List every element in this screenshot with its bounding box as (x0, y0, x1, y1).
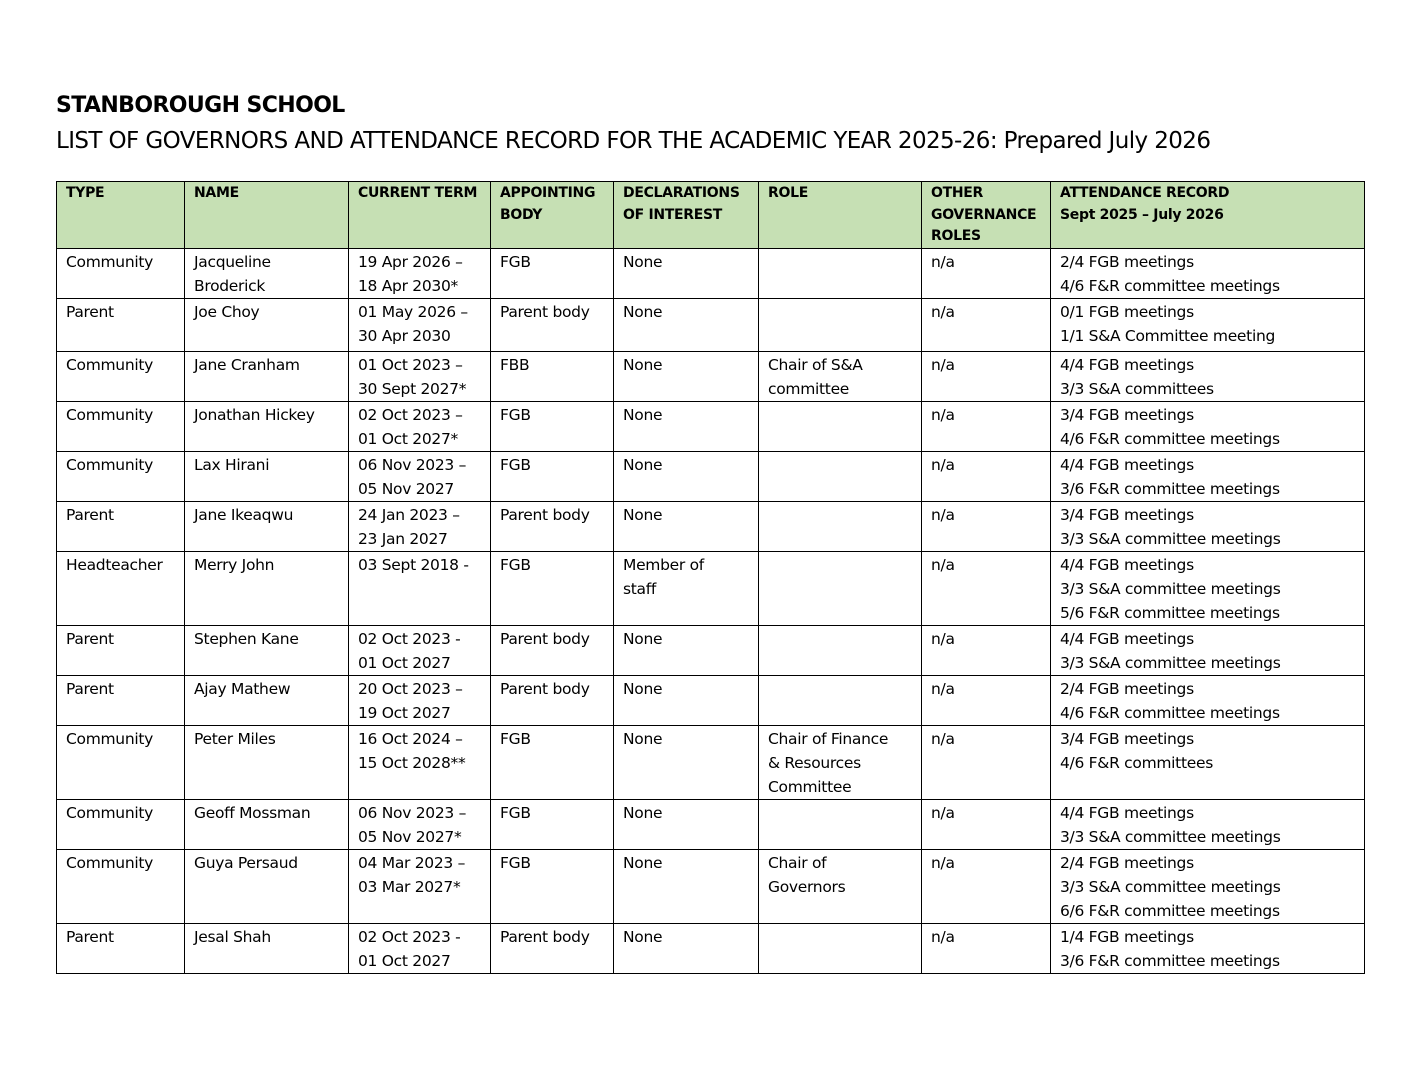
declarations-cell (614, 501, 759, 551)
term-cell (349, 351, 491, 401)
other-roles-cell: n/a (922, 725, 1051, 799)
term-line: 01 Oct 2027* (358, 429, 458, 448)
role-cell (759, 298, 922, 351)
declarations-cell (614, 248, 759, 298)
table-row (57, 451, 1365, 501)
attendance-cell (1051, 351, 1365, 401)
role-cell (759, 501, 922, 551)
name-line: Lax Hirani (194, 455, 270, 474)
table-row (57, 298, 1365, 351)
name-line: Peter Miles (194, 729, 276, 748)
attendance-line: 4/4 FGB meetings (1060, 455, 1194, 474)
attendance-cell (1051, 675, 1365, 725)
other-roles-cell: n/a (922, 351, 1051, 401)
attendance-line: 5/6 F&R committee meetings (1060, 603, 1280, 622)
name-line: Broderick (194, 276, 266, 295)
type-cell: Parent (57, 675, 185, 725)
declarations-line: None (623, 355, 663, 374)
attendance-cell (1051, 248, 1365, 298)
attendance-cell (1051, 501, 1365, 551)
role-line: Committee (768, 777, 852, 796)
attendance-cell (1051, 923, 1365, 973)
header-label: CURRENT TERM (358, 185, 478, 201)
attendance-line: 4/6 F&R committees (1060, 753, 1213, 772)
header-label: APPOINTING (500, 185, 596, 201)
document-subtitle: LIST OF GOVERNORS AND ATTENDANCE RECORD FOR THE ACADEMIC YEAR 2025-26: Prepared July 2026 (56, 128, 1211, 154)
declarations-line: None (623, 405, 663, 424)
table-row (57, 625, 1365, 675)
type-cell: Community (57, 248, 185, 298)
declarations-cell (614, 849, 759, 923)
attendance-line: 4/4 FGB meetings (1060, 629, 1194, 648)
role-cell (759, 799, 922, 849)
name-line: Ajay Mathew (194, 679, 291, 698)
term-cell (349, 799, 491, 849)
name-cell (185, 501, 349, 551)
declarations-cell (614, 551, 759, 625)
header-type (57, 182, 185, 249)
attendance-line: 3/4 FGB meetings (1060, 405, 1194, 424)
header-attendance (1051, 182, 1365, 249)
role-line: committee (768, 379, 850, 398)
declarations-line: None (623, 803, 663, 822)
attendance-cell (1051, 451, 1365, 501)
declarations-line: Member of (623, 555, 704, 574)
term-line: 19 Oct 2027 (358, 703, 451, 722)
name-line: Jonathan Hickey (194, 405, 315, 424)
role-cell (759, 451, 922, 501)
header-label: BODY (500, 206, 543, 223)
attendance-line: 3/3 S&A committee meetings (1060, 579, 1281, 598)
declarations-line: None (623, 252, 663, 271)
table-row (57, 501, 1365, 551)
type-cell: Parent (57, 923, 185, 973)
name-line: Guya Persaud (194, 853, 298, 872)
attendance-line: 0/1 FGB meetings (1060, 302, 1194, 321)
attendance-line: 3/3 S&A committee meetings (1060, 827, 1281, 846)
attendance-line: 4/6 F&R committee meetings (1060, 276, 1280, 295)
term-line: 19 Apr 2026 – (358, 252, 463, 271)
other-roles-cell: n/a (922, 625, 1051, 675)
table-row (57, 351, 1365, 401)
attendance-cell (1051, 725, 1365, 799)
other-roles-cell: n/a (922, 451, 1051, 501)
other-roles-cell: n/a (922, 298, 1051, 351)
appointing-body-cell: Parent body (491, 298, 614, 351)
header-other-roles (922, 182, 1051, 249)
type-cell: Parent (57, 298, 185, 351)
role-cell (759, 551, 922, 625)
term-cell (349, 248, 491, 298)
header-label: ROLE (768, 185, 808, 201)
header-label: Sept 2025 – July 2026 (1060, 206, 1224, 223)
name-cell (185, 675, 349, 725)
header-label: DECLARATIONS (623, 185, 740, 201)
term-line: 01 Oct 2023 – (358, 355, 463, 374)
attendance-line: 4/4 FGB meetings (1060, 555, 1194, 574)
header-label: GOVERNANCE (931, 206, 1037, 223)
attendance-line: 4/6 F&R committee meetings (1060, 703, 1280, 722)
table-row (57, 248, 1365, 298)
term-cell (349, 849, 491, 923)
role-line: & Resources (768, 753, 861, 772)
name-line: Jane Cranham (194, 355, 300, 374)
header-label: ROLES (931, 228, 981, 244)
attendance-line: 2/4 FGB meetings (1060, 679, 1194, 698)
governors-table (56, 181, 1365, 974)
attendance-line: 2/4 FGB meetings (1060, 252, 1194, 271)
document-title: STANBOROUGH SCHOOL (56, 93, 345, 118)
term-line: 24 Jan 2023 – (358, 505, 460, 524)
declarations-line: None (623, 302, 663, 321)
other-roles-cell: n/a (922, 923, 1051, 973)
term-line: 23 Jan 2027 (358, 529, 448, 548)
name-line: Joe Choy (194, 302, 260, 321)
type-cell: Community (57, 401, 185, 451)
table-row (57, 923, 1365, 973)
term-line: 05 Nov 2027 (358, 479, 454, 498)
table-row (57, 401, 1365, 451)
header-label: OF INTEREST (623, 206, 723, 223)
header-current-term (349, 182, 491, 249)
attendance-line: 6/6 F&R committee meetings (1060, 901, 1280, 920)
header-appointing-body (491, 182, 614, 249)
declarations-cell (614, 625, 759, 675)
appointing-body-cell: FGB (491, 401, 614, 451)
declarations-cell (614, 725, 759, 799)
header-label: ATTENDANCE RECORD (1060, 185, 1230, 201)
type-cell: Parent (57, 625, 185, 675)
attendance-cell (1051, 298, 1365, 351)
term-line: 30 Sept 2027* (358, 379, 467, 398)
appointing-body-cell: FBB (491, 351, 614, 401)
appointing-body-cell: Parent body (491, 923, 614, 973)
attendance-line: 4/4 FGB meetings (1060, 355, 1194, 374)
name-line: Merry John (194, 555, 275, 574)
appointing-body-cell: Parent body (491, 675, 614, 725)
header-label: TYPE (66, 185, 105, 201)
appointing-body-cell: Parent body (491, 625, 614, 675)
attendance-cell (1051, 625, 1365, 675)
attendance-line: 4/6 F&R committee meetings (1060, 429, 1280, 448)
declarations-cell (614, 799, 759, 849)
type-cell: Community (57, 799, 185, 849)
appointing-body-cell: Parent body (491, 501, 614, 551)
role-cell (759, 625, 922, 675)
table-row (57, 675, 1365, 725)
table-row (57, 849, 1365, 923)
declarations-cell (614, 401, 759, 451)
name-cell (185, 725, 349, 799)
attendance-line: 3/6 F&R committee meetings (1060, 479, 1280, 498)
header-declarations (614, 182, 759, 249)
name-line: Jesal Shah (194, 927, 271, 946)
attendance-cell (1051, 849, 1365, 923)
attendance-line: 2/4 FGB meetings (1060, 853, 1194, 872)
attendance-line: 3/6 F&R committee meetings (1060, 951, 1280, 970)
appointing-body-cell: FGB (491, 551, 614, 625)
header-name (185, 182, 349, 249)
name-line: Geoff Mossman (194, 803, 311, 822)
table-row (57, 551, 1365, 625)
type-cell: Parent (57, 501, 185, 551)
table-row (57, 799, 1365, 849)
name-line: Stephen Kane (194, 629, 299, 648)
term-line: 03 Sept 2018 - (358, 555, 469, 574)
term-cell (349, 451, 491, 501)
declarations-line: None (623, 679, 663, 698)
name-cell (185, 298, 349, 351)
declarations-cell (614, 351, 759, 401)
name-cell (185, 799, 349, 849)
type-cell: Community (57, 849, 185, 923)
term-cell (349, 501, 491, 551)
term-line: 06 Nov 2023 – (358, 455, 467, 474)
term-line: 02 Oct 2023 - (358, 927, 461, 946)
term-cell (349, 675, 491, 725)
term-cell (349, 298, 491, 351)
role-line: Governors (768, 877, 846, 896)
term-cell (349, 401, 491, 451)
attendance-line: 1/4 FGB meetings (1060, 927, 1194, 946)
declarations-line: None (623, 455, 663, 474)
type-cell: Community (57, 451, 185, 501)
name-cell (185, 849, 349, 923)
header-role (759, 182, 922, 249)
header-label: OTHER (931, 185, 984, 201)
term-line: 20 Oct 2023 – (358, 679, 463, 698)
other-roles-cell: n/a (922, 849, 1051, 923)
declarations-line: None (623, 629, 663, 648)
attendance-line: 1/1 S&A Committee meeting (1060, 326, 1276, 345)
declarations-line: None (623, 853, 663, 872)
role-cell (759, 923, 922, 973)
term-line: 05 Nov 2027* (358, 827, 462, 846)
role-cell (759, 248, 922, 298)
other-roles-cell: n/a (922, 551, 1051, 625)
term-line: 02 Oct 2023 – (358, 405, 463, 424)
role-cell (759, 725, 922, 799)
header-label: NAME (194, 185, 239, 201)
type-cell: Headteacher (57, 551, 185, 625)
role-cell (759, 351, 922, 401)
attendance-line: 4/4 FGB meetings (1060, 803, 1194, 822)
term-line: 30 Apr 2030 (358, 326, 451, 345)
type-cell: Community (57, 351, 185, 401)
role-line: Chair of (768, 853, 827, 872)
declarations-line: staff (623, 579, 657, 598)
term-line: 01 May 2026 – (358, 302, 468, 321)
name-line: Jacqueline (194, 252, 271, 271)
term-line: 06 Nov 2023 – (358, 803, 467, 822)
declarations-cell (614, 298, 759, 351)
term-line: 18 Apr 2030* (358, 276, 458, 295)
name-cell (185, 401, 349, 451)
attendance-cell (1051, 551, 1365, 625)
term-line: 01 Oct 2027 (358, 653, 451, 672)
name-cell (185, 351, 349, 401)
attendance-line: 3/3 S&A committees (1060, 379, 1214, 398)
role-cell (759, 401, 922, 451)
name-cell (185, 923, 349, 973)
declarations-cell (614, 451, 759, 501)
declarations-line: None (623, 729, 663, 748)
appointing-body-cell: FGB (491, 725, 614, 799)
declarations-cell (614, 923, 759, 973)
term-cell (349, 923, 491, 973)
other-roles-cell: n/a (922, 401, 1051, 451)
name-cell (185, 248, 349, 298)
term-line: 02 Oct 2023 - (358, 629, 461, 648)
attendance-line: 3/4 FGB meetings (1060, 505, 1194, 524)
declarations-line: None (623, 505, 663, 524)
other-roles-cell: n/a (922, 501, 1051, 551)
term-cell (349, 725, 491, 799)
term-line: 04 Mar 2023 – (358, 853, 466, 872)
term-line: 01 Oct 2027 (358, 951, 451, 970)
appointing-body-cell: FGB (491, 248, 614, 298)
role-line: Chair of Finance (768, 729, 889, 748)
role-line: Chair of S&A (768, 355, 863, 374)
attendance-line: 3/3 S&A committee meetings (1060, 653, 1281, 672)
name-cell (185, 625, 349, 675)
table-body (57, 248, 1365, 973)
attendance-line: 3/4 FGB meetings (1060, 729, 1194, 748)
table-row (57, 725, 1365, 799)
name-line: Jane Ikeaqwu (194, 505, 294, 524)
appointing-body-cell: FGB (491, 849, 614, 923)
role-cell (759, 675, 922, 725)
term-line: 15 Oct 2028** (358, 753, 466, 772)
attendance-line: 3/3 S&A committee meetings (1060, 529, 1281, 548)
appointing-body-cell: FGB (491, 799, 614, 849)
attendance-cell (1051, 799, 1365, 849)
term-line: 16 Oct 2024 – (358, 729, 463, 748)
attendance-cell (1051, 401, 1365, 451)
table-header-row (57, 182, 1365, 249)
attendance-line: 3/3 S&A committee meetings (1060, 877, 1281, 896)
other-roles-cell: n/a (922, 799, 1051, 849)
term-line: 03 Mar 2027* (358, 877, 461, 896)
term-cell (349, 625, 491, 675)
other-roles-cell: n/a (922, 248, 1051, 298)
declarations-cell (614, 675, 759, 725)
term-cell (349, 551, 491, 625)
other-roles-cell: n/a (922, 675, 1051, 725)
name-cell (185, 551, 349, 625)
declarations-line: None (623, 927, 663, 946)
type-cell: Community (57, 725, 185, 799)
role-cell (759, 849, 922, 923)
name-cell (185, 451, 349, 501)
appointing-body-cell: FGB (491, 451, 614, 501)
